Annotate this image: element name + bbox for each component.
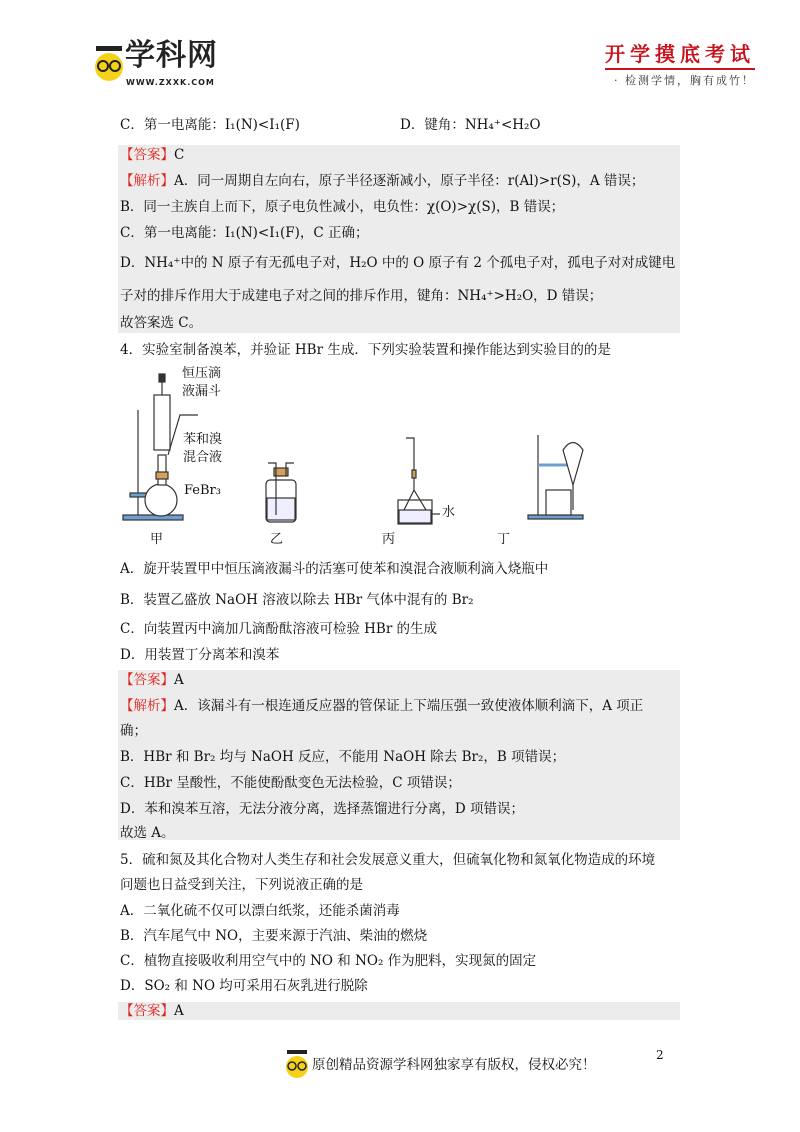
q3-option-c: C．第一电离能：I₁(N)<I₁(F) bbox=[120, 117, 300, 133]
q5-answer bbox=[120, 1002, 184, 1020]
q5-stem: 问题也日益受到关注，下列说液正确的是 bbox=[120, 877, 363, 893]
q4-analysis-line bbox=[120, 697, 643, 715]
q3-analysis-line: 故答案选 C。 bbox=[120, 315, 203, 331]
header-rule bbox=[605, 68, 755, 70]
q3-answer bbox=[120, 146, 184, 164]
label-funnel: 液漏斗 bbox=[182, 384, 222, 399]
q3-option-d: D．键角：NH₄⁺<H₂O bbox=[400, 117, 541, 133]
label-mixture: 混合液 bbox=[183, 450, 223, 465]
q3-analysis-line: C．第一电离能：I₁(N)<I₁(F)，C 正确； bbox=[120, 225, 369, 241]
footer-mascot-icon bbox=[283, 1048, 311, 1080]
q5-option-b: B．汽车尾气中 NO，主要来源于汽油、柴油的燃烧 bbox=[120, 928, 428, 944]
q4-analysis-line: D．苯和溴苯互溶，无法分液分离，选择蒸馏进行分离，D 项错误； bbox=[120, 801, 524, 817]
q4-analysis-line: C．HBr 呈酸性，不能使酚酞变色无法检验，C 项错误； bbox=[120, 775, 461, 791]
logo-url: WWW.ZXXK.COM bbox=[126, 78, 215, 87]
q5-option-c: C．植物直接吸收利用空气中的 NO 和 NO₂ 作为肥料，实现氮的固定 bbox=[120, 953, 537, 969]
caption-yi: 乙 bbox=[270, 532, 284, 547]
caption-ding: 丁 bbox=[497, 532, 511, 547]
header-subtitle: · 检测学情，胸有成竹！ bbox=[614, 74, 755, 87]
label-funnel: 恒压滴 bbox=[182, 366, 222, 381]
q5-answer-box bbox=[118, 1002, 680, 1020]
answer-label: 【答案】 bbox=[120, 1003, 174, 1019]
analysis-label: 【解析】 bbox=[120, 698, 174, 714]
answer-value: A bbox=[174, 672, 184, 688]
q4-analysis-line: 确； bbox=[120, 723, 147, 739]
logo-text: 学科网 bbox=[125, 38, 218, 73]
answer-label: 【答案】 bbox=[120, 147, 174, 163]
label-catalyst: FeBr₃ bbox=[184, 483, 221, 498]
q4-option-a: A．旋开装置甲中恒压滴液漏斗的活塞可使苯和溴混合液顺利滴入烧瓶中 bbox=[120, 561, 549, 577]
label-mixture: 苯和溴 bbox=[183, 432, 223, 447]
q5-stem: 5．硫和氮及其化合物对人类生存和社会发展意义重大，但硫氧化物和氮氧化物造成的环境 bbox=[120, 852, 656, 868]
mascot-logo-icon bbox=[92, 42, 126, 82]
q4-answer bbox=[120, 671, 184, 689]
q4-option-d: D．用装置丁分离苯和溴苯 bbox=[120, 647, 280, 663]
q4-analysis-line: B．HBr 和 Br₂ 均与 NaOH 反应，不能用 NaOH 除去 Br₂，B 项错误； bbox=[120, 749, 566, 765]
q5-option-d: D．SO₂ 和 NO 均可采用石灰乳进行脱除 bbox=[120, 978, 368, 994]
caption-bing: 丙 bbox=[382, 532, 396, 547]
page-number: 2 bbox=[656, 1048, 664, 1062]
q4-option-c: C．向装置丙中滴加几滴酚酞溶液可检验 HBr 的生成 bbox=[120, 621, 438, 637]
q3-analysis-line bbox=[120, 172, 644, 190]
q5-option-a: A．二氧化硫不仅可以漂白纸浆，还能杀菌消毒 bbox=[120, 903, 400, 919]
answer-value: A bbox=[174, 1003, 184, 1019]
header-title: 开学摸底考试 bbox=[605, 42, 755, 66]
q4-option-b: B．装置乙盛放 NaOH 溶液以除去 HBr 气体中混有的 Br₂ bbox=[120, 592, 474, 608]
analysis-text: A．该漏斗有一根连通反应器的管保证上下端压强一致使液体顺利滴下，A 项正 bbox=[174, 698, 644, 714]
label-water: 水 bbox=[442, 505, 456, 520]
analysis-text: A．同一周期自左向右，原子半径逐渐减小，原子半径：r(Al)>r(S)，A 错误； bbox=[174, 173, 645, 189]
answer-label: 【答案】 bbox=[120, 672, 174, 688]
q4-stem: 4．实验室制备溴苯，并验证 HBr 生成．下列实验装置和操作能达到实验目的的是 bbox=[120, 342, 611, 358]
answer-value: C bbox=[174, 147, 185, 163]
caption-jia: 甲 bbox=[150, 532, 164, 547]
q4-analysis-line: 故选 A。 bbox=[120, 825, 175, 841]
footer-copyright: 原创精品资源学科网独家享有版权，侵权必究！ bbox=[312, 1057, 596, 1073]
q3-analysis-line: 子对的排斥作用大于成建电子对之间的排斥作用，键角：NH₄⁺>H₂O，D 错误； bbox=[120, 288, 603, 304]
q3-analysis-line: B．同一主族自上而下，原子电负性减小，电负性：χ(O)>χ(S)，B 错误； bbox=[120, 199, 565, 215]
analysis-label: 【解析】 bbox=[120, 173, 174, 189]
q3-analysis-line: D．NH₄⁺中的 N 原子有无孤电子对，H₂O 中的 O 原子有 2 个孤电子对，孤电子对对成键电 bbox=[120, 255, 676, 271]
